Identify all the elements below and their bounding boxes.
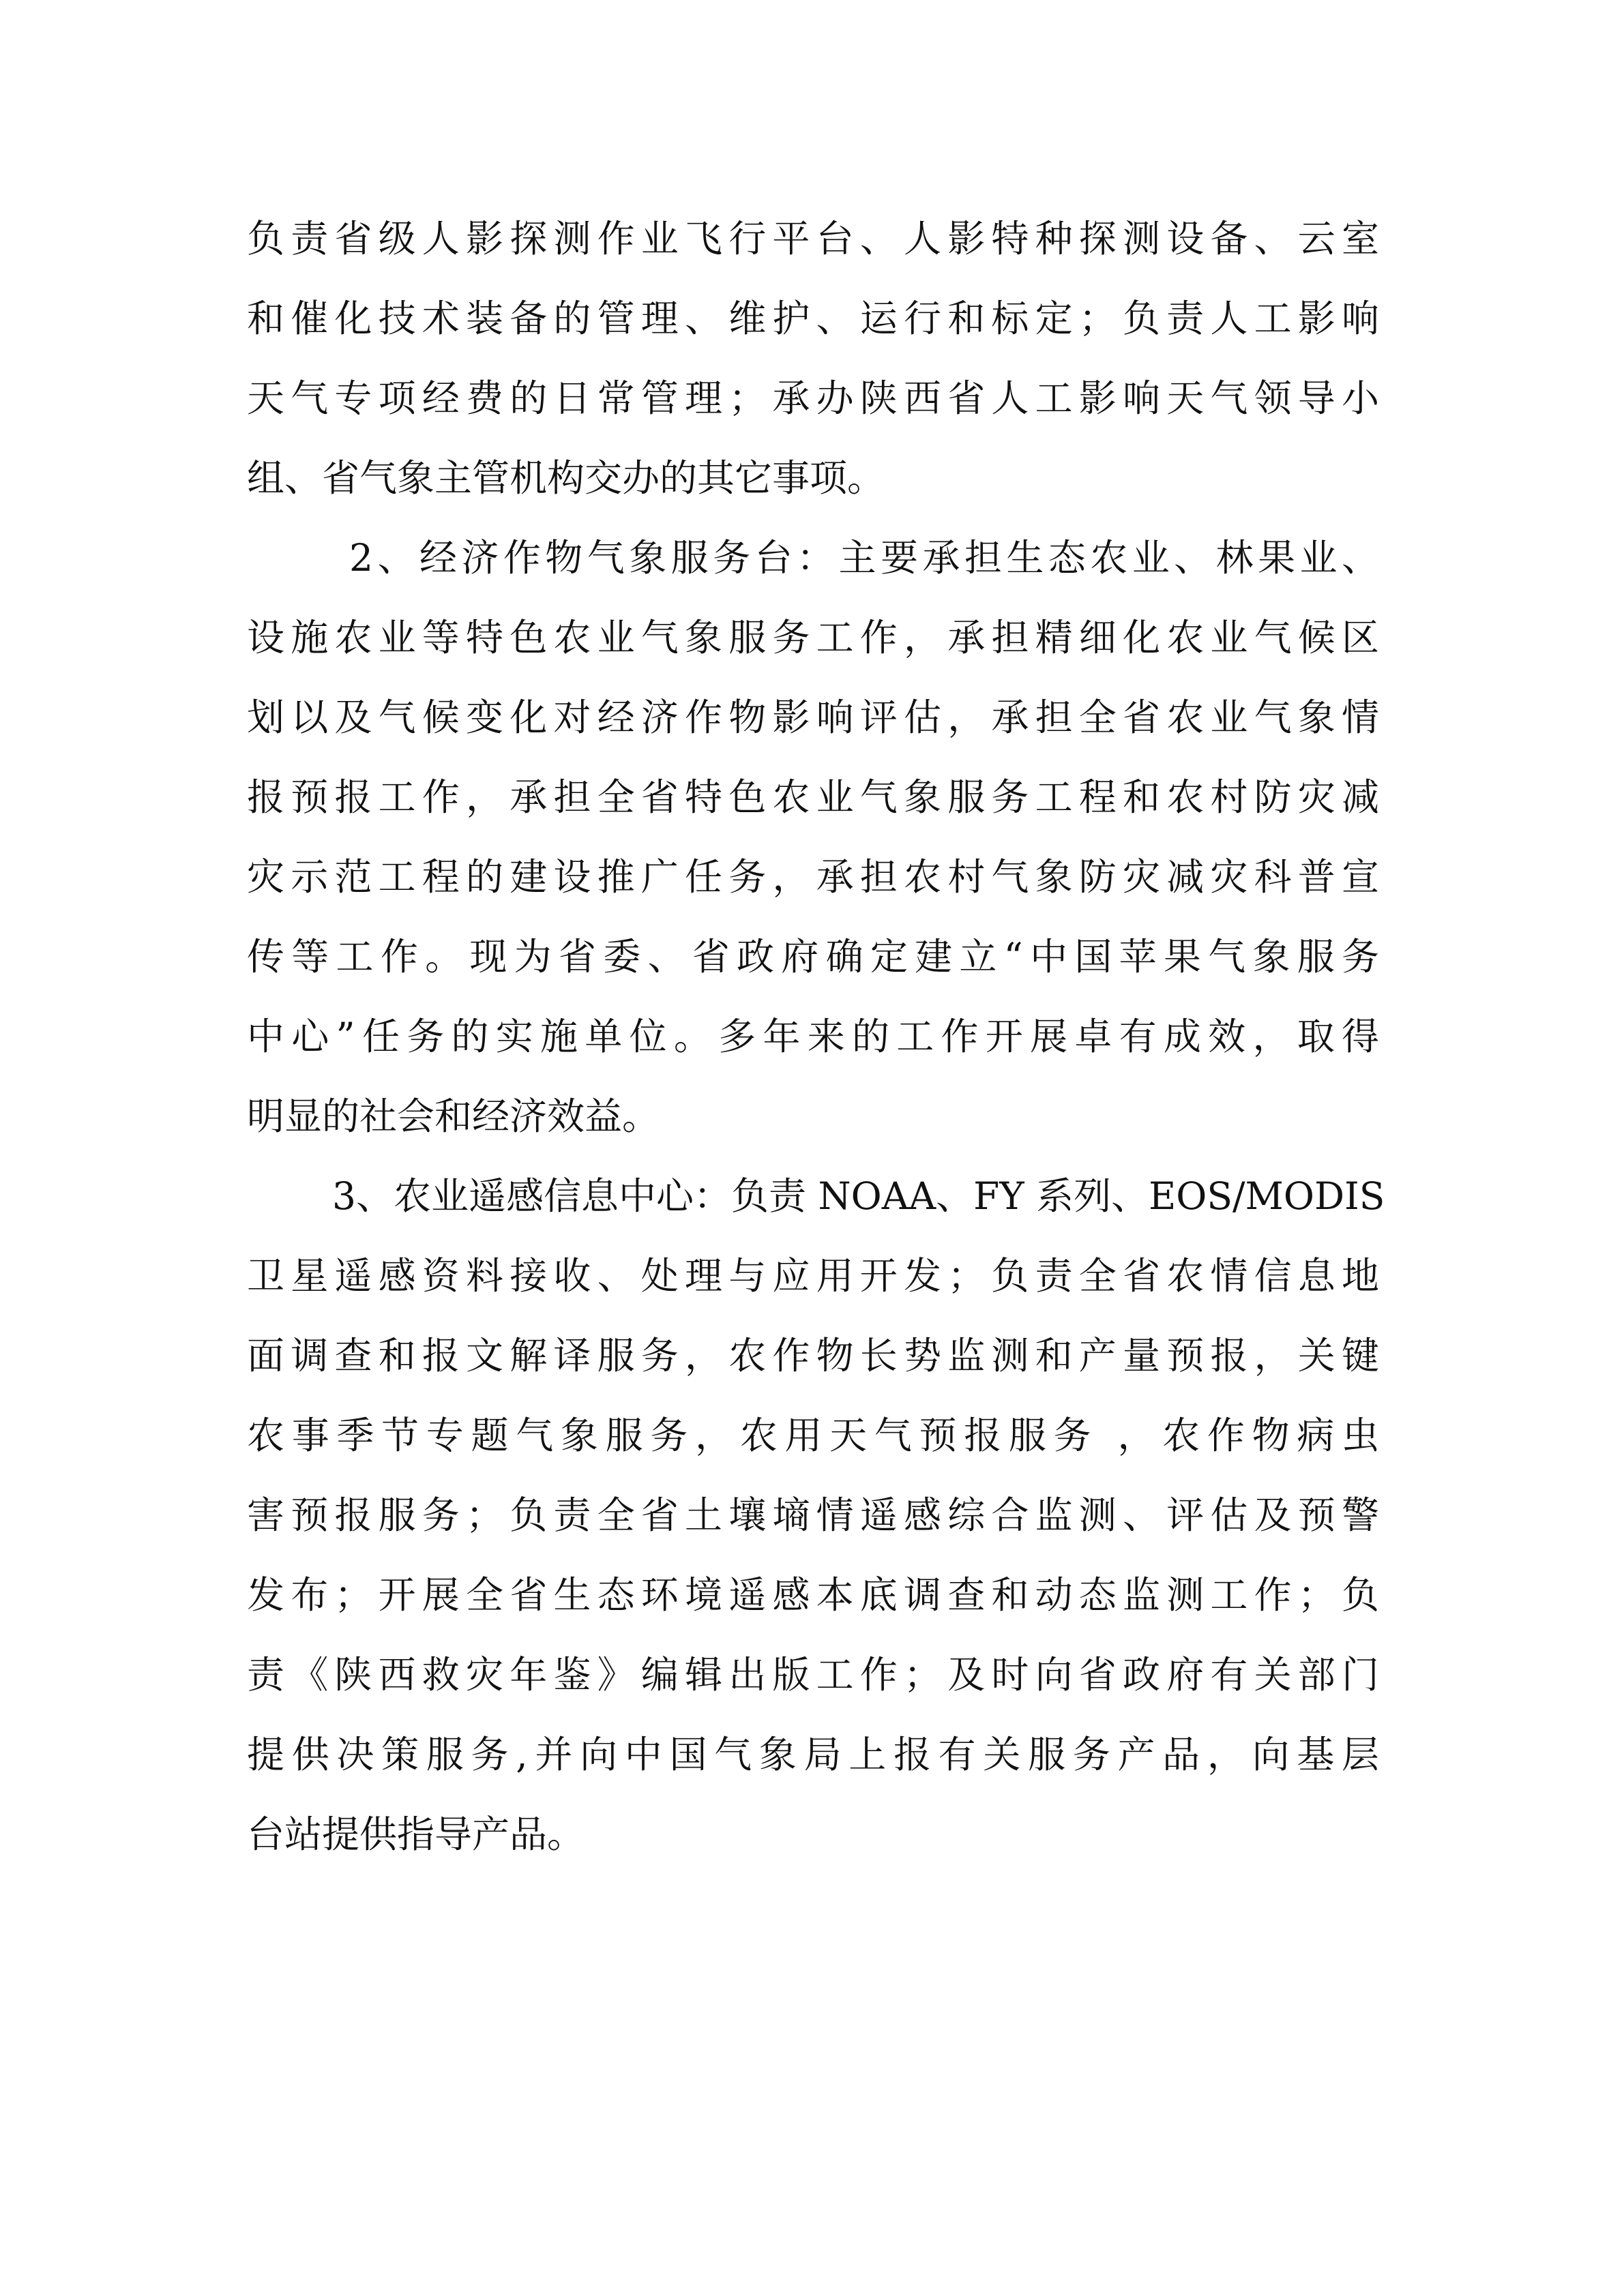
paragraph-line: 提供决策服务,并向中国气象局上报有关服务产品，向基层 [247,1733,1379,1776]
paragraph-line: 3、农业遥感信息中心：负责 NOAA、FY 系列、EOS/MODIS [332,1174,1385,1218]
paragraph-line: 设施农业等特色农业气象服务工作，承担精细化农业气候区 [247,616,1379,659]
paragraph-line: 划以及气候变化对经济作物影响评估，承担全省农业气象情 [247,696,1379,739]
paragraph-line: 传等工作。现为省委、省政府确定建立“中国苹果气象服务 [247,935,1379,979]
paragraph-line: 农事季节专题气象服务，农用天气预报服务 ，农作物病虫 [247,1414,1379,1457]
paragraph-2 [247,518,1379,1157]
paragraph-3 [247,1157,1385,1875]
paragraph-line: 面调查和报文解译服务，农作物长势监测和产量预报，关键 [247,1334,1379,1377]
paragraph-line: 报预报工作，承担全省特色农业气象服务工程和农村防灾减 [247,775,1379,819]
paragraph-line: 灾示范工程的建设推广任务，承担农村气象防灾减灾科普宣 [247,855,1379,899]
paragraph-line: 责《陕西救灾年鉴》编辑出版工作；及时向省政府有关部门 [247,1653,1379,1697]
paragraph-line: 和催化技术装备的管理、维护、运行和标定；负责人工影响 [247,297,1379,340]
paragraph-line: 天气专项经费的日常管理；承办陕西省人工影响天气领导小 [247,376,1379,420]
paragraph-1 [247,199,1379,518]
paragraph-line: 发布；开展全省生态环境遥感本底调查和动态监测工作；负 [247,1573,1379,1617]
paragraph-line: 明显的社会和经济效益。 [247,1094,660,1138]
paragraph-line: 害预报服务；负责全省土壤墒情遥感综合监测、评估及预警 [247,1493,1379,1537]
paragraph-line: 中心”任务的实施单位。多年来的工作开展卓有成效，取得 [247,1015,1379,1058]
paragraph-line: 卫星遥感资料接收、处理与应用开发；负责全省农情信息地 [247,1254,1379,1298]
paragraph-line: 台站提供指导产品。 [247,1813,585,1856]
paragraph-line: 组、省气象主管机构交办的其它事项。 [247,456,885,500]
paragraph-line: 2、经济作物气象服务台：主要承担生态农业、林果业、 [349,536,1379,580]
document-body [247,199,1385,1875]
paragraph-line: 负责省级人影探测作业飞行平台、人影特种探测设备、云室 [247,217,1379,260]
